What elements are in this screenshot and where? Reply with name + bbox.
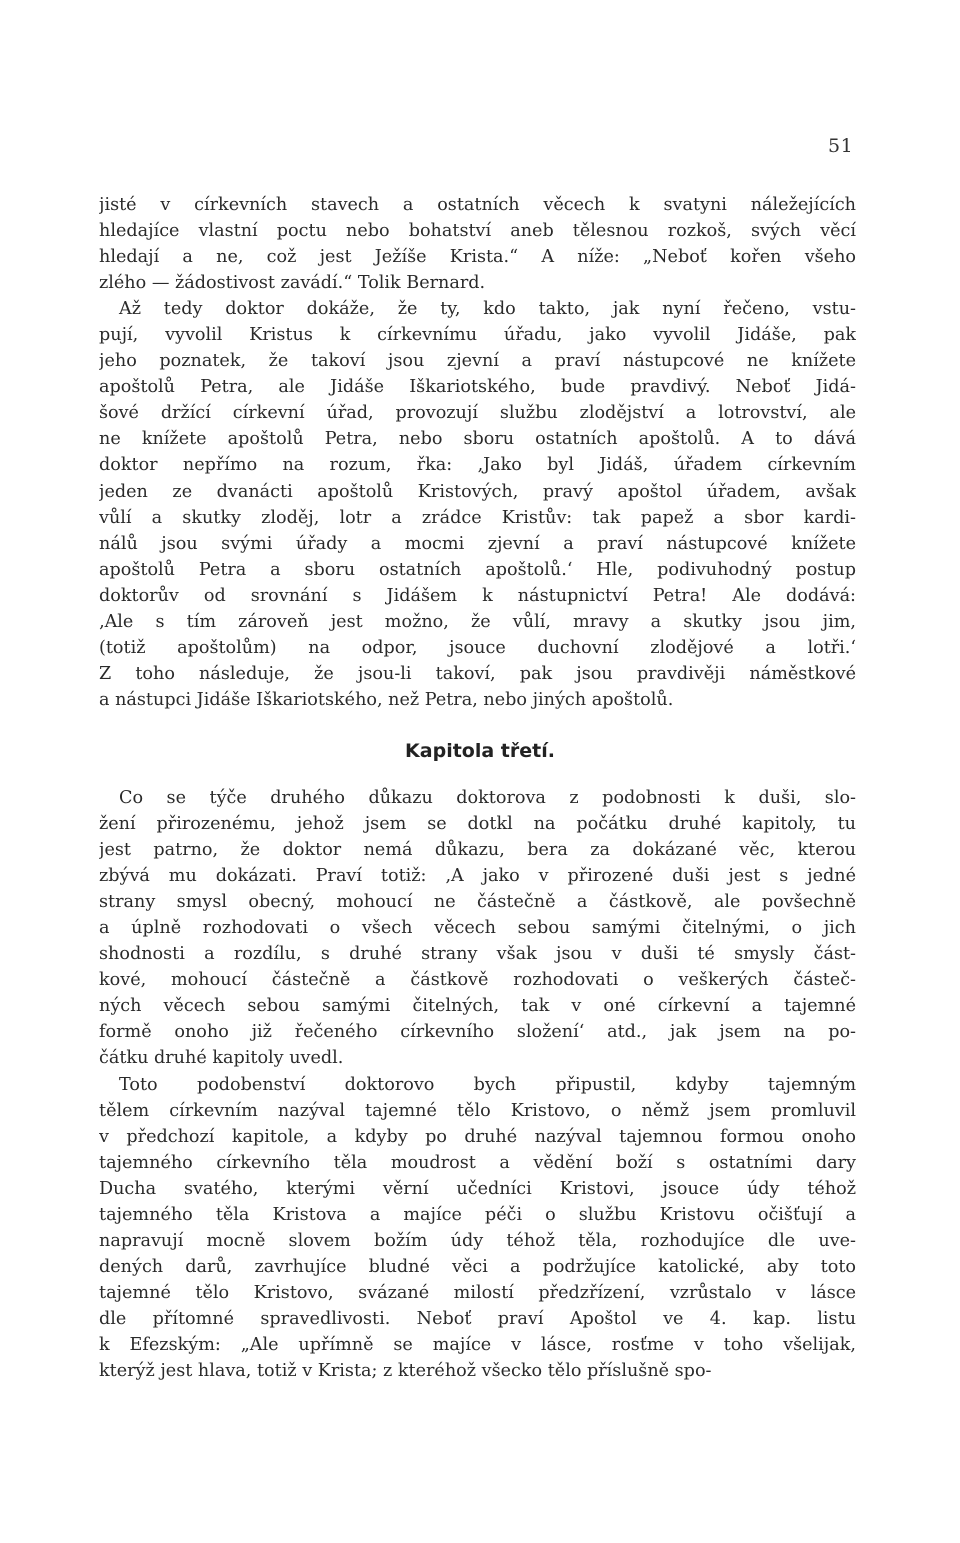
text-line: hledajíce vlastní poctu nebo bohatství aneb tělesnou rozkoš, svých věcí [99,221,856,242]
text-line: šové držící církevní úřad, provozují službu zlodějství a lotrovství, ale [99,403,856,424]
text-line: doktor nepřímo na rozum, řka: ‚Jako byl Jidáš, úřadem církevním [99,455,856,476]
text-line: ne knížete apoštolů Petra, nebo sboru ostatních apoštolů. A to dává [99,429,856,450]
text-line: kterýž jest hlava, totiž v Krista; z kteréhož všecko tělo příslušně spo- [99,1361,712,1382]
text-line: jisté v církevních stavech a ostatních věcech k svatyni náležejících [99,195,856,215]
text-line: vůlí a skutky zloděj, lotr a zrádce Kristův: tak papež a sbor kardi- [99,507,856,528]
text-line: jeho poznatek, že takoví jsou zjevní a praví nástupcové ne knížete [99,351,856,372]
text-line: apoštolů Petra a sboru ostatních apoštolů.‘ Hle, podivuhodný postup [99,559,856,580]
text-line: jest patrno, že doktor nemá důkazu, bera za dokázané věc, kterou [99,840,856,861]
text-line: hledají a ne, což jest Ježíše Krista.“ A níže: „Neboť kořen všeho [99,247,856,268]
chapter-heading: Kapitola třetí. [405,740,555,762]
body-text-section-1 [99,192,856,713]
text-line: dených darů, zavrhujíce bludné věci a podržujíce katolické, aby toto [99,1256,856,1277]
text-line: nálů jsou svými úřady a mocmi zjevní a praví nástupcové knížete [99,533,856,554]
text-line: ‚Ale s tím zároveň jest možno, že vůlí, mravy a skutky jsou jim, [99,611,856,632]
text-line: napravují mocně slovem božím údy téhož těla, rozhodujíce dle uve- [99,1230,856,1251]
text-line: tělem církevním nazýval tajemné tělo Kristovo, o němž jsem promluvil [99,1100,856,1121]
text-line: apoštolů Petra, ale Jidáše Iškariotského, bude pravdivý. Neboť Jidá- [99,377,856,398]
body-text-section-2 [99,785,856,1384]
text-line: a nástupci Jidáše Iškariotského, než Petra, nebo jiných apoštolů. [99,689,674,710]
text-line: tajemného těla Kristova a majíce péči o službu Kristovu očišťují a [99,1204,856,1225]
text-line: jeden ze dvanácti apoštolů Kristových, pravý apoštol úřadem, avšak [99,481,856,502]
text-line: k Efezským: „Ale upřímně se majíce v lásce, rosťme v toho všelijak, [99,1334,856,1355]
text-line: pují, vyvolil Kristus k církevnímu úřadu, jako vyvolil Jidáše, pak [99,325,856,346]
text-line: Toto podobenství doktorovo bych připustil, kdyby tajemným [119,1074,856,1095]
text-line: zlého — žádostivost zavádí.“ Tolik Bernard. [99,273,486,294]
text-line: doktorův od srovnání s Jidášem k nástupnictví Petra! Ale dodává: [99,585,856,606]
text-line: Z toho následuje, že jsou-li takoví, pak jsou pravdivěji náměstkové [99,663,856,684]
page-number: 51 [828,135,854,157]
text-line: dle přítomné spravedlivosti. Neboť praví Apoštol ve 4. kap. listu [99,1308,856,1329]
text-line: formě onoho již řečeného církevního složení‘ atd., jak jsem na po- [99,1022,856,1043]
text-line: Až tedy doktor dokáže, že ty, kdo takto, jak nyní řečeno, vstu- [119,299,856,320]
text-line: ných věcech sebou samými čitelných, tak v oné církevní a tajemné [99,996,856,1017]
text-line: strany smysl obecný, mohoucí ne částečně a částkově, ale povšechně [99,892,856,913]
text-line: a úplně rozhodovati o všech věcech sebou samými čitelnými, o jich [99,918,856,939]
text-line: Ducha svatého, kterými věrní učedníci Kristovi, jsouce údy téhož [99,1178,856,1199]
text-line: (totiž apoštolům) na odpor, jsouce duchovní zlodějové a lotři.‘ [99,637,856,658]
text-line: tajemné tělo Kristovo, svázané milostí předzřízení, vzrůstalo v lásce [99,1282,856,1303]
text-line: žení přirozenému, jehož jsem se dotkl na počátku druhé kapitoly, tu [99,814,856,835]
text-line: Co se týče druhého důkazu doktorova z podobnosti k duši, slo- [119,788,856,808]
text-line: shodnosti a rozdílu, s druhé strany však jsou v duši té smysly část- [99,944,856,965]
text-line: tajemného církevního těla moudrost a vědění boží s ostatními dary [99,1152,856,1173]
text-line: zbývá mu dokázati. Praví totiž: ‚A jako v přirozené duši jest s jedné [99,866,856,887]
text-line: v předchozí kapitole, a kdyby po druhé nazýval tajemnou formou onoho [99,1126,856,1147]
text-line: čátku druhé kapitoly uvedl. [99,1048,344,1069]
text-line: kové, mohoucí částečně a částkově rozhodovati o veškerých částeč- [99,970,856,991]
